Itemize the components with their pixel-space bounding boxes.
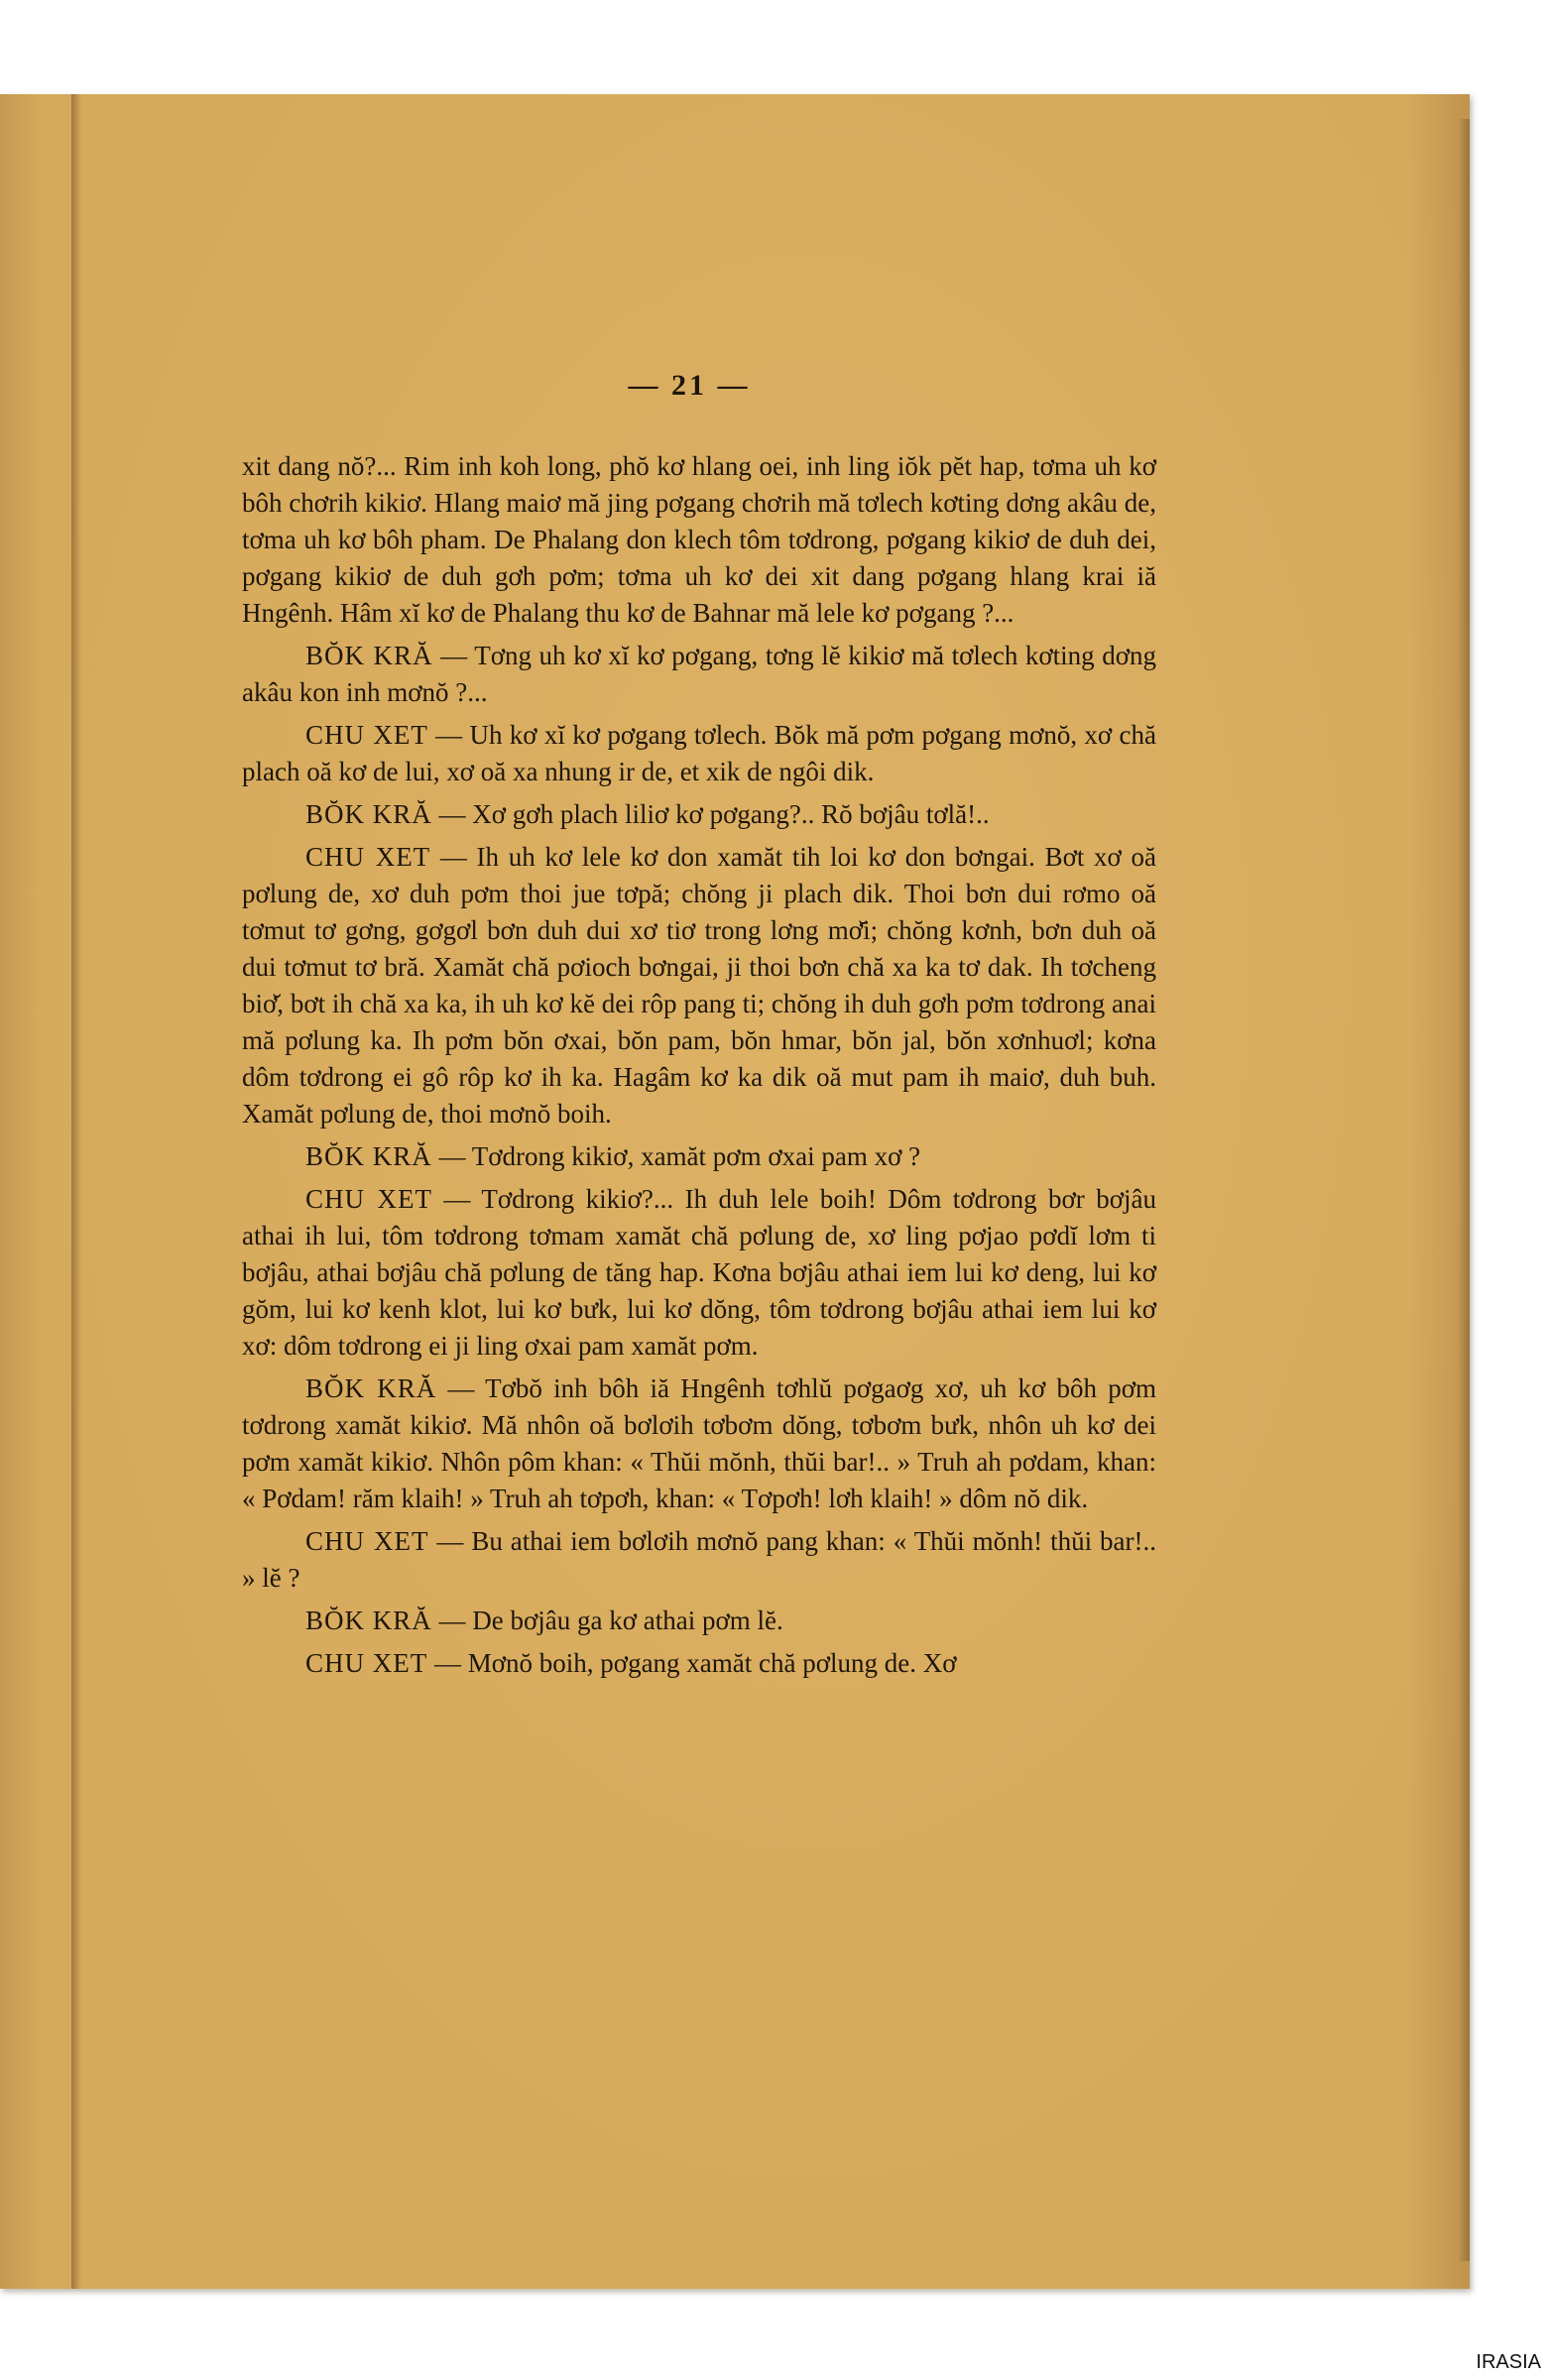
- speaker-name: CHU XET: [305, 842, 431, 872]
- speaker-name: BŎK KRĂ: [305, 1373, 437, 1403]
- speaker-name: BŎK KRĂ: [305, 641, 433, 670]
- paragraph-3: CHU XET — Uh kơ xĭ kơ pơgang tơlech. Bŏk mă pơm pơgang mơnŏ, xơ chă plach oă kơ de lui, xơ oă xa nhung ir de, et xik de ngôi dik.: [242, 720, 1156, 786]
- paragraph-4: BŎK KRĂ — Xơ gơh plach liliơ kơ pơgang?.. Rŏ bơjâu tơlă!..: [305, 799, 990, 829]
- page-body: [242, 448, 1156, 1688]
- paragraph-11: CHU XET — Mơnŏ boih, pơgang xamăt chă pơlung de. Xơ: [305, 1648, 957, 1678]
- paragraph-1: xit dang nŏ?... Rim inh koh long, phŏ kơ hlang oei, inh ling iŏk pĕt hap, tơma uh kơ bôh chơrih kikiơ. Hlang maiơ mă jing pơgang chơrih mă tơlech kơting dơng akâu de, tơma uh kơ bôh pham. De Phalang don klech tôm tơdrong, pơgang kikiơ de duh dei, pơgang kikiơ de duh gơh pơm; tơma uh kơ dei xit dang pơgang hlang krai iă Hngênh. Hâm xĭ kơ de Phalang thu kơ de Bahnar mă lele kơ pơgang ?...: [242, 451, 1156, 628]
- page-edge-shadow: [1458, 119, 1470, 2261]
- speaker-name: CHU XET: [305, 1526, 429, 1556]
- speaker-name: BŎK KRĂ: [305, 1606, 432, 1635]
- page-number: — 21 —: [628, 369, 751, 402]
- speaker-name: BŎK KRĂ: [305, 1141, 432, 1171]
- page-fold-shadow: [71, 94, 81, 2289]
- speaker-name: BŎK KRĂ: [305, 799, 432, 829]
- speaker-name: CHU XET: [305, 720, 428, 750]
- paragraph-5: CHU XET — Ih uh kơ lele kơ don xamăt tih loi kơ don bơngai. Bơt xơ oă pơlung de, xơ duh pơm thoi jue tơpă; chŏng ji plach dik. Thoi bơn dui rơmo oă tơmut tơ gơng, gơgơl bơn duh dui xơ tiơ trong lơng mơ̆i; chŏng kơnh, bơn duh oă dui tơmut tơ bră. Xamăt chă pơioch bơngai, ji thoi bơn chă xa ka tơ dak. Ih tơcheng biơ̆, bơt ih chă xa ka, ih uh kơ kĕ dei rôp pang ti; chŏng ih duh gơh pơm tơdrong anai mă pơlung ka. Ih pơm bŏn ơxai, bŏn pam, bŏn hmar, bŏn jal, bŏn xơnhuơl; kơna dôm tơdrong ei gô rôp kơ ih ka. Hagâm kơ ka dik oă mut pam ih maiơ, duh buh. Xamăt pơlung de, thoi mơnŏ boih.: [242, 842, 1156, 1129]
- paragraph-7: CHU XET — Tơdrong kikiơ?... Ih duh lele boih! Dôm tơdrong bơr bơjâu athai ih lui, tôm tơdrong tơmam xamăt chă pơlung de, xơ ling pơjao pơdĭ lơm ti bơjâu, athai bơjâu chă pơlung de tăng hap. Kơna bơjâu athai iem lui kơ deng, lui kơ gŏm, lui kơ kenh klot, lui kơ bưk, lui kơ dŏng, tôm tơdrong bơjâu athai iem lui kơ xơ: dôm tơdrong ei ji ling ơxai pam xamăt pơm.: [242, 1184, 1157, 1361]
- paragraph-10: BŎK KRĂ — De bơjâu ga kơ athai pơm lĕ.: [305, 1606, 783, 1635]
- speaker-name: CHU XET: [305, 1648, 428, 1678]
- paragraph-6: BŎK KRĂ — Tơdrong kikiơ, xamăt pơm ơxai pam xơ ?: [305, 1141, 921, 1171]
- paragraph-8: BŎK KRĂ — Tơbŏ inh bôh iă Hngênh tơhlŭ pơgaơg xơ, uh kơ bôh pơm tơdrong xamăt kikiơ. Mă nhôn oă bơlơih tơbơm dŏng, tơbơm bưk, nhôn uh kơ dei pơm xamăt kikiơ. Nhôn pôm khan: « Thŭi mŏnh, thŭi bar!.. » Truh ah pơdam, khan: « Pơdam! răm klaih! » Truh ah tơpơh, khan: « Tơpơh! lơh klaih! » dôm nŏ dik.: [242, 1373, 1156, 1513]
- watermark: IRASIA: [1476, 2351, 1541, 2373]
- speaker-name: CHU XET: [305, 1184, 432, 1214]
- paragraph-9: CHU XET — Bu athai iem bơlơih mơnŏ pang khan: « Thŭi mŏnh! thŭi bar!.. » lĕ ?: [242, 1526, 1156, 1593]
- paragraph-2: BŎK KRĂ — Tơng uh kơ xĭ kơ pơgang, tơng lĕ kikiơ mă tơlech kơting dơng akâu kon inh mơnŏ ?...: [242, 641, 1157, 707]
